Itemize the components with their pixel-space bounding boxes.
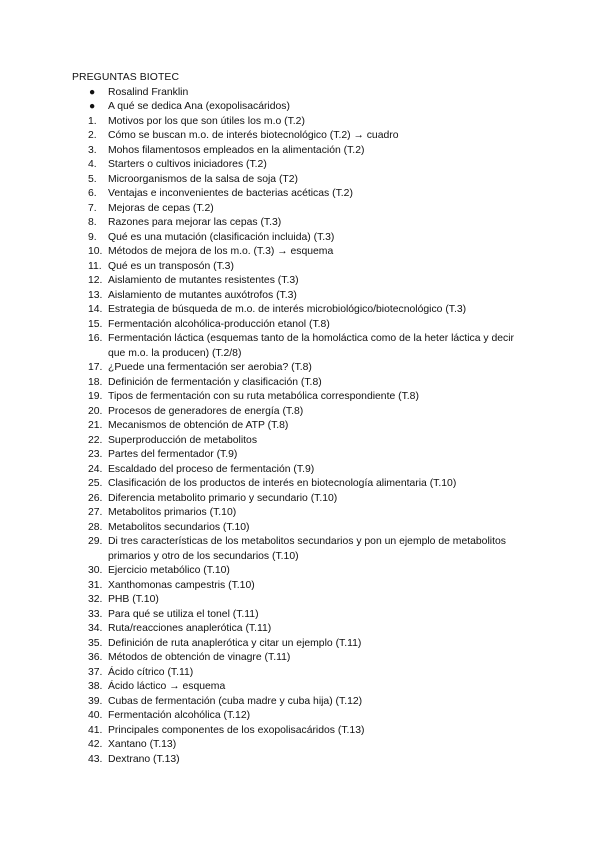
item-text: Mejoras de cepas (T.2) xyxy=(108,202,214,214)
question-item xyxy=(88,318,528,333)
item-number: 42. xyxy=(88,739,103,750)
item-text: Cómo se buscan m.o. de interés biotecnológico (T.2) → cuadro xyxy=(108,130,399,141)
item-number: 32. xyxy=(88,594,103,605)
item-text: Razones para mejorar las cepas (T.3) xyxy=(108,217,282,228)
item-text: PHB (T.10) xyxy=(108,594,159,605)
item-text: Ácido cítrico (T.11) xyxy=(108,666,194,678)
item-number: 10. xyxy=(88,246,103,257)
item-number: 11. xyxy=(88,260,102,272)
item-number: 9. xyxy=(88,231,97,243)
question-item xyxy=(88,608,528,623)
question-item xyxy=(88,303,528,318)
question-item xyxy=(88,680,528,695)
item-text: Superproducción de metabolitos xyxy=(108,434,258,446)
item-number: 29. xyxy=(88,536,103,547)
question-item xyxy=(88,129,528,144)
question-item xyxy=(88,332,528,361)
item-number: 43. xyxy=(88,753,103,765)
question-item xyxy=(88,245,528,260)
item-text: Di tres características de los metabolitos secundarios y pon un ejemplo de metabolitos primarios y otro de los secundarios (T.10) xyxy=(108,536,506,562)
item-text: Estrategia de búsqueda de m.o. de interés microbiológico/biotecnológico (T.3) xyxy=(108,304,467,315)
item-number: 18. xyxy=(88,376,103,388)
item-text: Tipos de fermentación con su ruta metabólica correspondiente (T.8) xyxy=(108,391,419,402)
item-text: Métodos de obtención de vinagre (T.11) xyxy=(108,652,291,663)
item-text: Ventajas e inconvenientes de bacterias acéticas (T.2) xyxy=(108,188,353,199)
item-number: 8. xyxy=(88,217,97,228)
bullet-marker: ● xyxy=(89,101,96,112)
question-item xyxy=(88,405,528,420)
item-text: Xantano (T.13) xyxy=(108,739,177,750)
item-text: Mohos filamentosos empleados en la alimentación (T.2) xyxy=(108,144,365,156)
item-number: 6. xyxy=(88,188,97,199)
question-item xyxy=(88,202,528,217)
item-number: 7. xyxy=(88,202,97,214)
question-item xyxy=(88,419,528,434)
question-item xyxy=(88,231,528,246)
item-text: Xanthomonas campestris (T.10) xyxy=(108,579,255,591)
question-item xyxy=(88,144,528,159)
item-text: Cubas de fermentación (cuba madre y cuba hija) (T.12) xyxy=(108,695,363,707)
item-text: A qué se dedica Ana (exopolisacáridos) xyxy=(108,101,290,112)
item-number: 37. xyxy=(88,666,103,678)
item-number: 2. xyxy=(88,130,97,141)
question-item xyxy=(88,376,528,391)
question-item xyxy=(88,622,528,637)
item-text: Clasificación de los productos de interés en biotecnología alimentaria (T.10) xyxy=(108,478,457,489)
question-item xyxy=(88,260,528,275)
question-item xyxy=(88,651,528,666)
question-item xyxy=(88,695,528,710)
item-number: 35. xyxy=(88,637,103,649)
item-number: 20. xyxy=(88,405,103,417)
item-number: 26. xyxy=(88,492,103,504)
item-text: Metabolitos secundarios (T.10) xyxy=(108,521,250,533)
item-text: Métodos de mejora de los m.o. (T.3) → esquema xyxy=(108,246,334,257)
question-item xyxy=(88,738,528,753)
item-number: 33. xyxy=(88,608,103,620)
item-number: 38. xyxy=(88,681,103,692)
item-text: Ejercicio metabólico (T.10) xyxy=(108,565,230,576)
item-text: Mecanismos de obtención de ATP (T.8) xyxy=(108,420,289,431)
question-item xyxy=(88,666,528,681)
item-number: 22. xyxy=(88,434,103,446)
item-number: 3. xyxy=(88,144,97,156)
item-number: 25. xyxy=(88,478,103,489)
item-text: Rosalind Franklin xyxy=(108,86,189,98)
item-number: 1. xyxy=(88,115,97,127)
question-item xyxy=(88,173,528,188)
bullet-item xyxy=(88,86,528,101)
question-item xyxy=(88,724,528,739)
item-number: 12. xyxy=(88,275,103,286)
item-number: 17. xyxy=(88,362,103,373)
item-number: 28. xyxy=(88,521,103,533)
item-text: Fermentación alcohólica (T.12) xyxy=(108,710,251,721)
item-text: Aislamiento de mutantes resistentes (T.3) xyxy=(108,275,299,286)
item-number: 30. xyxy=(88,565,103,576)
bullet-item xyxy=(88,100,528,115)
item-text: Ruta/reacciones anaplerótica (T.11) xyxy=(108,623,272,634)
item-number: 14. xyxy=(88,304,103,315)
item-number: 31. xyxy=(88,579,103,591)
item-number: 24. xyxy=(88,463,103,475)
question-item xyxy=(88,434,528,449)
item-number: 36. xyxy=(88,652,103,663)
question-item xyxy=(88,521,528,536)
question-item xyxy=(88,506,528,521)
item-number: 41. xyxy=(88,724,103,736)
item-text: Definición de fermentación y clasificación (T.8) xyxy=(108,376,322,388)
item-text: Microorganismos de la salsa de soja (T2) xyxy=(108,173,298,185)
question-item xyxy=(88,753,528,768)
item-text: Dextrano (T.13) xyxy=(108,753,180,765)
question-item xyxy=(88,637,528,652)
item-number: 40. xyxy=(88,710,103,721)
question-item xyxy=(88,535,528,564)
item-text: Motivos por los que son útiles los m.o (T.2) xyxy=(108,115,305,127)
item-text: Partes del fermentador (T.9) xyxy=(108,449,238,460)
question-item xyxy=(88,115,528,130)
question-list xyxy=(88,86,528,768)
item-number: 15. xyxy=(88,318,103,330)
item-text: Qué es una mutación (clasificación incluida) (T.3) xyxy=(108,231,335,243)
item-text: ¿Puede una fermentación ser aerobia? (T.8) xyxy=(108,362,312,373)
document-title: PREGUNTAS BIOTEC xyxy=(72,72,180,83)
item-text: Aislamiento de mutantes auxótrofos (T.3) xyxy=(108,289,297,301)
question-item xyxy=(88,187,528,202)
question-item xyxy=(88,216,528,231)
item-text: Escaldado del proceso de fermentación (T.9) xyxy=(108,463,315,475)
bullet-marker: ● xyxy=(89,86,96,98)
item-text: Definición de ruta anaplerótica y citar un ejemplo (T.11) xyxy=(108,637,362,649)
question-item xyxy=(88,448,528,463)
question-item xyxy=(88,361,528,376)
item-number: 19. xyxy=(88,391,103,402)
question-item xyxy=(88,593,528,608)
question-item xyxy=(88,709,528,724)
question-item xyxy=(88,492,528,507)
item-number: 23. xyxy=(88,449,103,460)
question-item xyxy=(88,158,528,173)
item-text: Starters o cultivos iniciadores (T.2) xyxy=(108,159,267,170)
item-text: Qué es un transposón (T.3) xyxy=(108,260,234,272)
question-item xyxy=(88,477,528,492)
question-item xyxy=(88,390,528,405)
item-number: 27. xyxy=(88,507,103,518)
item-text: Metabolitos primarios (T.10) xyxy=(108,507,237,518)
question-item xyxy=(88,579,528,594)
item-text: Ácido láctico → esquema xyxy=(108,681,226,692)
item-text: Fermentación alcohólica-producción etanol (T.8) xyxy=(108,318,330,330)
item-number: 4. xyxy=(88,159,97,170)
item-number: 5. xyxy=(88,173,97,185)
item-text: Principales componentes de los exopolisacáridos (T.13) xyxy=(108,724,365,736)
item-number: 34. xyxy=(88,623,103,634)
item-number: 13. xyxy=(88,289,103,301)
question-item xyxy=(88,274,528,289)
item-text: Diferencia metabolito primario y secundario (T.10) xyxy=(108,492,338,504)
item-text: Para qué se utiliza el tonel (T.11) xyxy=(108,608,259,620)
item-number: 21. xyxy=(88,420,103,431)
item-text: Fermentación láctica (esquemas tanto de la homoláctica como de la heter láctica y decir que m.o. la producen) (T.2/8) xyxy=(108,333,515,359)
question-item xyxy=(88,463,528,478)
item-number: 16. xyxy=(88,333,103,344)
item-text: Procesos de generadores de energía (T.8) xyxy=(108,405,304,417)
question-item xyxy=(88,564,528,579)
question-item xyxy=(88,289,528,304)
item-number: 39. xyxy=(88,695,103,707)
